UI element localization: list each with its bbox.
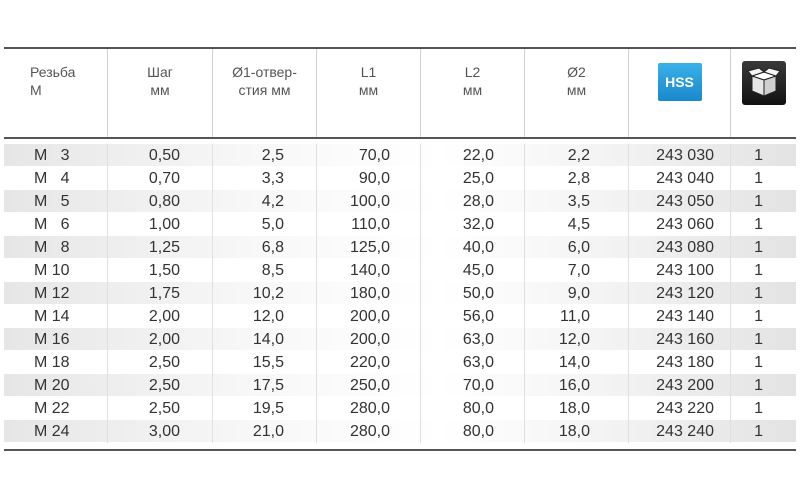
- cell-l2: 80,0: [421, 420, 525, 443]
- cell-l2: 28,0: [421, 190, 525, 213]
- cell-l1: 280,0: [317, 397, 421, 420]
- cell-pitch: 2,50: [108, 351, 213, 374]
- table-row: [4, 420, 796, 443]
- header-l2: L2 мм: [421, 49, 525, 137]
- cell-d2: 3,5: [525, 190, 629, 213]
- cell-article: 243 180: [629, 351, 731, 374]
- header-material: [629, 49, 731, 137]
- table-row: [4, 259, 796, 282]
- cell-article: 243 160: [629, 328, 731, 351]
- table-row: [4, 374, 796, 397]
- cell-d2: 4,5: [525, 213, 629, 236]
- table-row: [4, 144, 796, 167]
- cell-thread: M 6: [4, 213, 108, 236]
- cell-qty: 1: [754, 285, 763, 302]
- cell-qty: 1: [754, 239, 763, 256]
- cell-pitch: 1,25: [108, 236, 213, 259]
- cell-thread: M 22: [4, 397, 108, 420]
- cell-article: 243 040: [629, 167, 731, 190]
- cell-bore: 5,0: [213, 213, 317, 236]
- cell-article: 243 060: [629, 213, 731, 236]
- cell-d2: 18,0: [525, 420, 629, 443]
- cell-qty: 1: [754, 147, 763, 164]
- cell-thread: M 14: [4, 305, 108, 328]
- cell-bore: 3,3: [213, 167, 317, 190]
- cell-thread: M 18: [4, 351, 108, 374]
- table-row: [4, 236, 796, 259]
- cell-l2: 25,0: [421, 167, 525, 190]
- cell-l1: 280,0: [317, 420, 421, 443]
- cell-l1: 110,0: [317, 213, 421, 236]
- spec-table: [4, 47, 796, 451]
- cell-article: 243 220: [629, 397, 731, 420]
- table-row: [4, 305, 796, 328]
- cell-thread: M 8: [4, 236, 108, 259]
- cell-l2: 63,0: [421, 351, 525, 374]
- cell-qty: 1: [754, 377, 763, 394]
- cell-bore: 6,8: [213, 236, 317, 259]
- cell-article: 243 050: [629, 190, 731, 213]
- table-row: [4, 282, 796, 305]
- cell-thread: M 10: [4, 259, 108, 282]
- cell-l2: 63,0: [421, 328, 525, 351]
- cell-article: 243 200: [629, 374, 731, 397]
- cell-article: 243 120: [629, 282, 731, 305]
- cell-l1: 90,0: [317, 167, 421, 190]
- cell-bore: 8,5: [213, 259, 317, 282]
- cell-bore: 21,0: [213, 420, 317, 443]
- cell-d2: 6,0: [525, 236, 629, 259]
- cell-pitch: 2,00: [108, 305, 213, 328]
- cell-thread: M 20: [4, 374, 108, 397]
- cell-d2: 12,0: [525, 328, 629, 351]
- cell-pitch: 2,50: [108, 374, 213, 397]
- table-row: [4, 167, 796, 190]
- cell-qty: 1: [754, 262, 763, 279]
- cell-l1: 140,0: [317, 259, 421, 282]
- cell-thread: M 3: [4, 144, 108, 167]
- cell-l1: 200,0: [317, 305, 421, 328]
- table-row: [4, 328, 796, 351]
- cell-l1: 250,0: [317, 374, 421, 397]
- cell-thread: M 12: [4, 282, 108, 305]
- cell-article: 243 140: [629, 305, 731, 328]
- box-package-icon-svg: [746, 66, 782, 100]
- cell-qty: 1: [754, 400, 763, 417]
- cell-d2: 14,0: [525, 351, 629, 374]
- cell-thread: M 24: [4, 420, 108, 443]
- cell-d2: 11,0: [525, 305, 629, 328]
- cell-d2: 18,0: [525, 397, 629, 420]
- cell-thread: M 16: [4, 328, 108, 351]
- cell-d2: 2,8: [525, 167, 629, 190]
- cell-bore: 14,0: [213, 328, 317, 351]
- cell-bore: 12,0: [213, 305, 317, 328]
- cell-d2: 16,0: [525, 374, 629, 397]
- cell-l2: 22,0: [421, 144, 525, 167]
- cell-bore: 4,2: [213, 190, 317, 213]
- table-row: [4, 190, 796, 213]
- cell-qty: 1: [754, 308, 763, 325]
- header-l1: L1 мм: [317, 49, 421, 137]
- cell-qty: 1: [754, 193, 763, 210]
- cell-l1: 180,0: [317, 282, 421, 305]
- cell-l2: 32,0: [421, 213, 525, 236]
- cell-thread: M 4: [4, 167, 108, 190]
- cell-article: 243 100: [629, 259, 731, 282]
- cell-l2: 45,0: [421, 259, 525, 282]
- cell-pitch: 1,00: [108, 213, 213, 236]
- cell-bore: 19,5: [213, 397, 317, 420]
- cell-qty: 1: [754, 423, 763, 440]
- cell-l2: 80,0: [421, 397, 525, 420]
- cell-pitch: 1,75: [108, 282, 213, 305]
- cell-l2: 50,0: [421, 282, 525, 305]
- cell-pitch: 0,50: [108, 144, 213, 167]
- cell-bore: 2,5: [213, 144, 317, 167]
- cell-pitch: 2,50: [108, 397, 213, 420]
- header-pitch: Шаг мм: [108, 49, 213, 137]
- cell-bore: 10,2: [213, 282, 317, 305]
- cell-thread: M 5: [4, 190, 108, 213]
- cell-qty: 1: [754, 216, 763, 233]
- cell-l2: 40,0: [421, 236, 525, 259]
- table-row: [4, 213, 796, 236]
- cell-d2: 2,2: [525, 144, 629, 167]
- box-package-icon: [742, 61, 786, 105]
- cell-pitch: 3,00: [108, 420, 213, 443]
- cell-qty: 1: [754, 331, 763, 348]
- cell-pitch: 2,00: [108, 328, 213, 351]
- cell-l1: 100,0: [317, 190, 421, 213]
- cell-qty: 1: [754, 354, 763, 371]
- cell-l1: 70,0: [317, 144, 421, 167]
- cell-d2: 9,0: [525, 282, 629, 305]
- header-thread: Резьба M: [4, 49, 108, 137]
- cell-l1: 200,0: [317, 328, 421, 351]
- cell-bore: 17,5: [213, 374, 317, 397]
- table-body: [4, 144, 796, 443]
- cell-article: 243 080: [629, 236, 731, 259]
- header-d2: Ø2 мм: [525, 49, 629, 137]
- table-header: [4, 49, 796, 139]
- cell-pitch: 1,50: [108, 259, 213, 282]
- cell-l2: 56,0: [421, 305, 525, 328]
- cell-pitch: 0,70: [108, 167, 213, 190]
- cell-l2: 70,0: [421, 374, 525, 397]
- header-bore: Ø1-отвер- стия мм: [213, 49, 317, 137]
- hss-badge: HSS: [658, 63, 702, 101]
- table-row: [4, 397, 796, 420]
- table-row: [4, 351, 796, 374]
- header-pack: [731, 49, 796, 137]
- cell-l1: 125,0: [317, 236, 421, 259]
- cell-l1: 220,0: [317, 351, 421, 374]
- cell-article: 243 240: [629, 420, 731, 443]
- cell-bore: 15,5: [213, 351, 317, 374]
- cell-pitch: 0,80: [108, 190, 213, 213]
- cell-d2: 7,0: [525, 259, 629, 282]
- cell-article: 243 030: [629, 144, 731, 167]
- cell-qty: 1: [754, 170, 763, 187]
